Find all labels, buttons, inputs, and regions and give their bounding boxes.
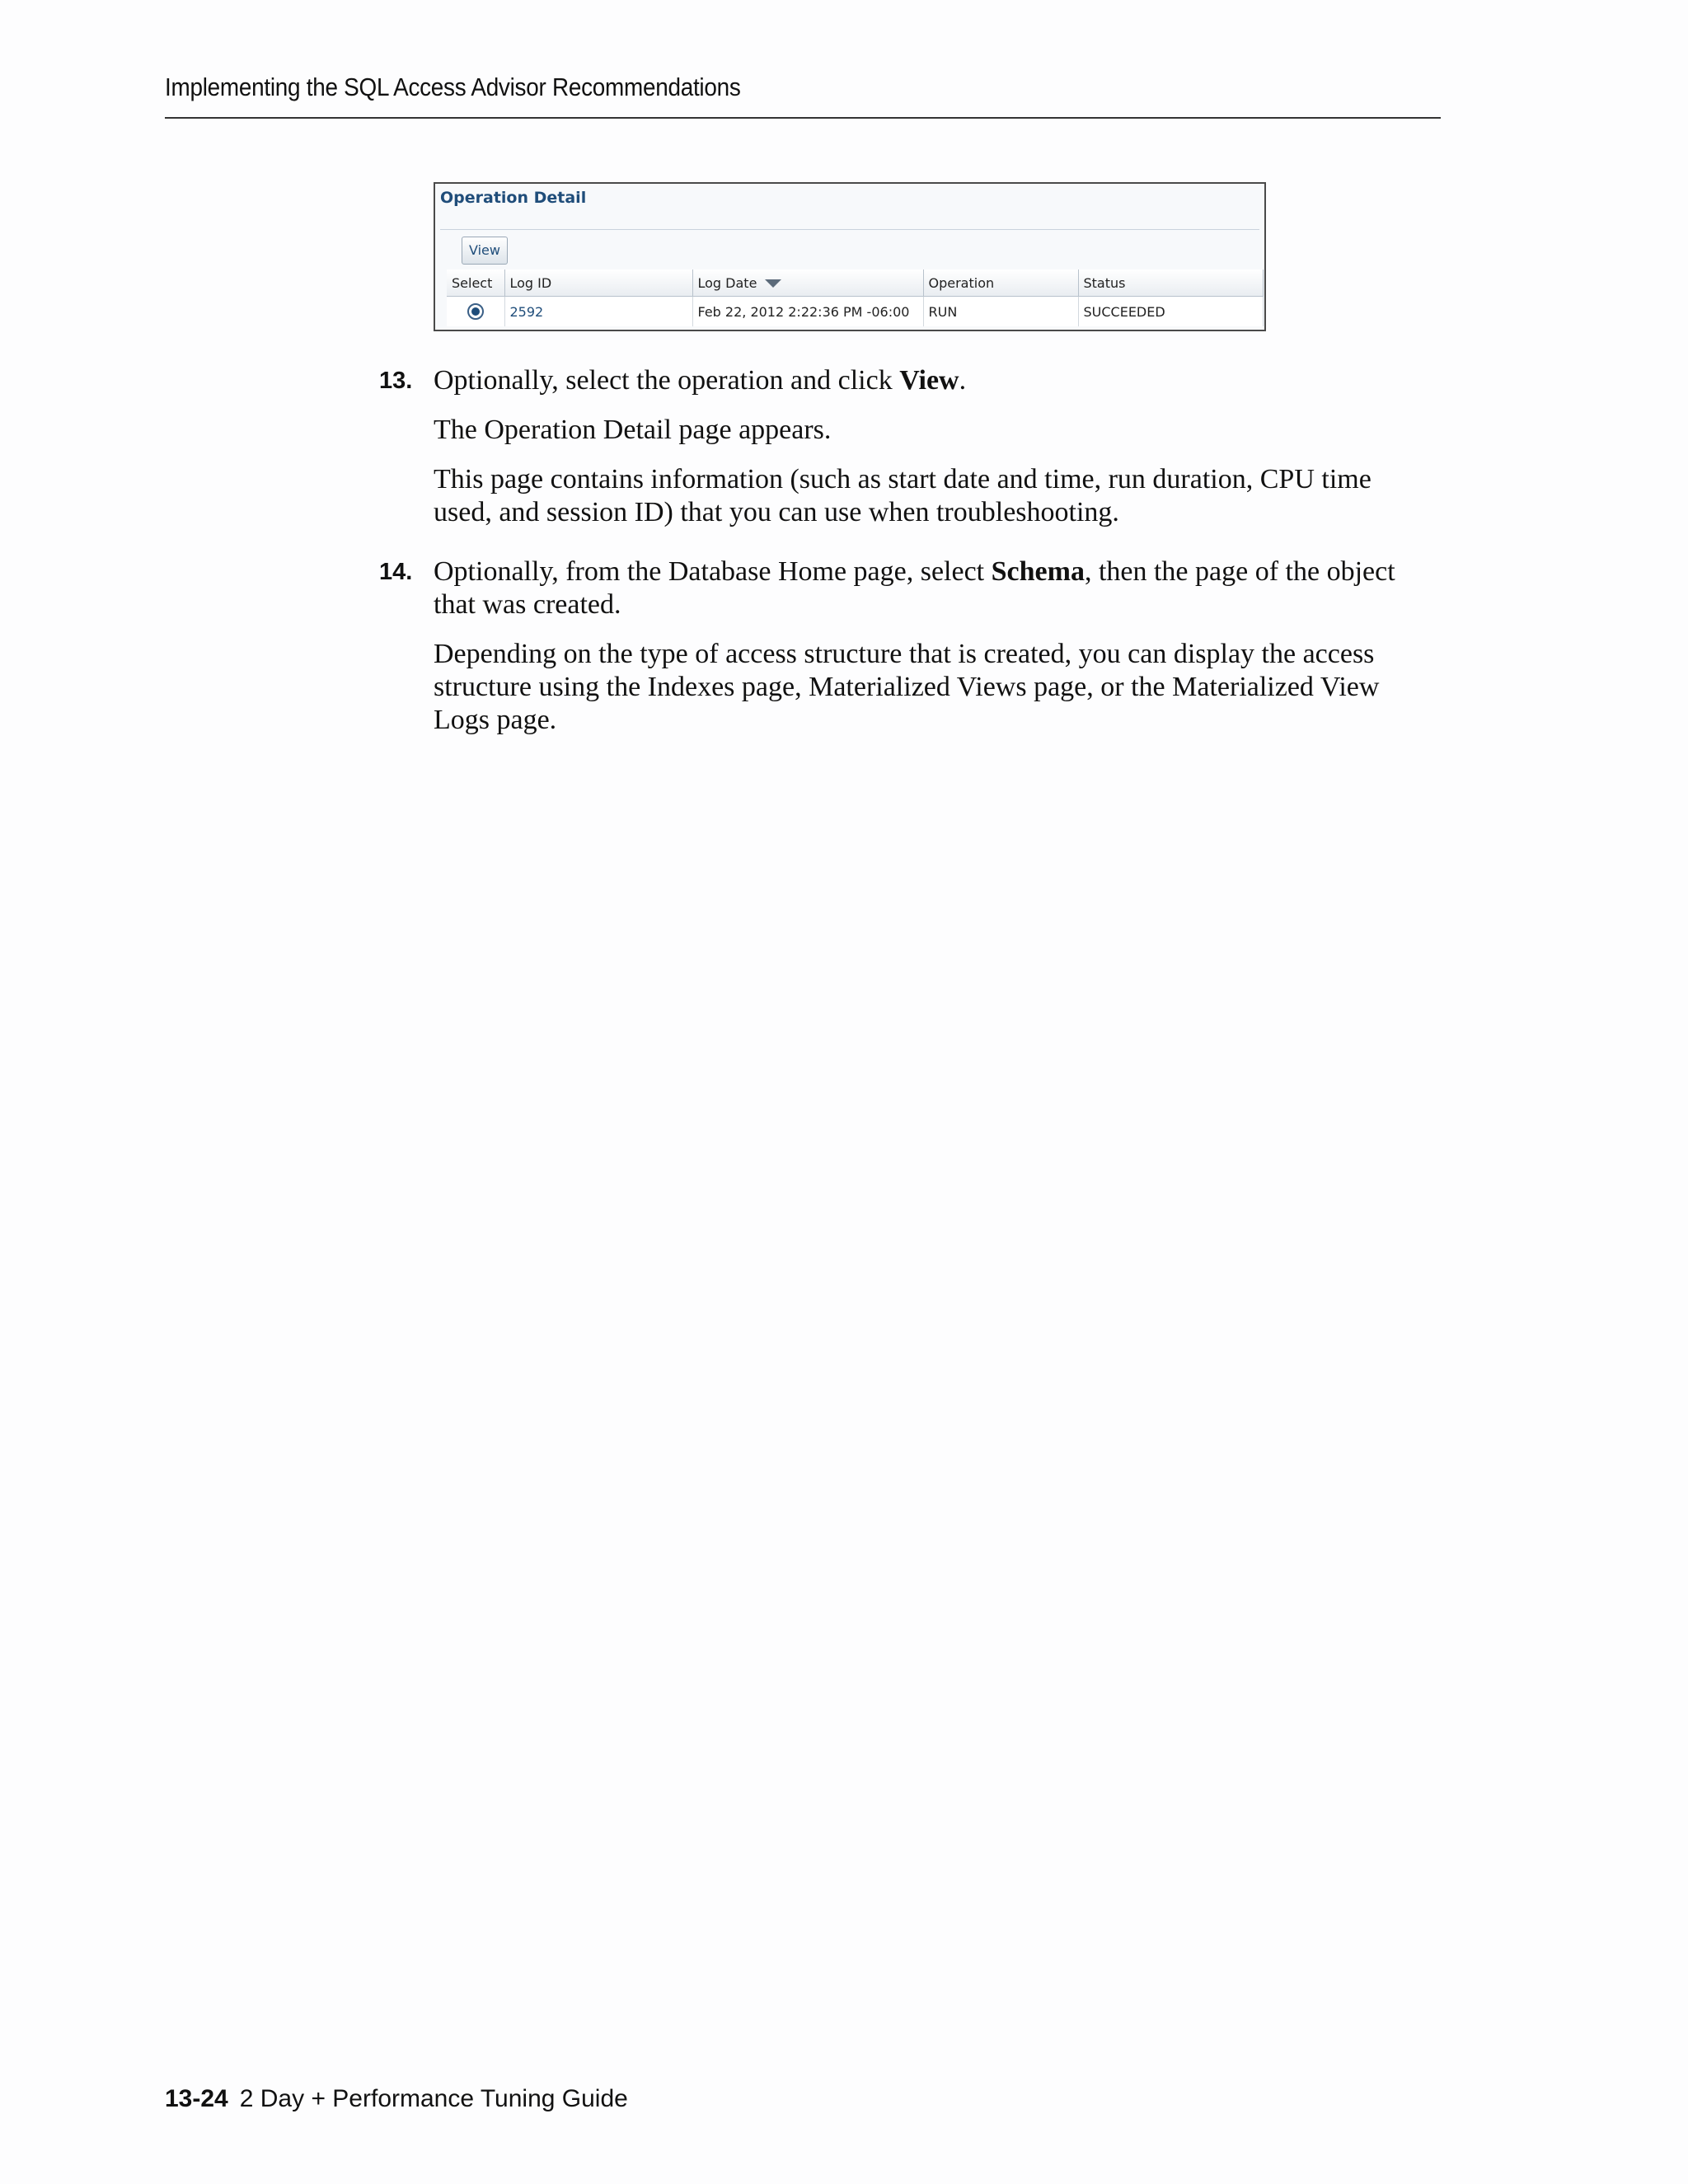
log-id-cell xyxy=(504,297,692,327)
column-header-log-date-label: Log Date xyxy=(697,274,757,291)
step-number-13: 13. xyxy=(379,368,413,394)
step-13-result: The Operation Detail page appears. xyxy=(434,415,832,445)
select-cell xyxy=(447,297,504,327)
table-row xyxy=(447,297,1263,327)
sort-descending-icon[interactable] xyxy=(765,279,781,288)
step-13-text-after: . xyxy=(959,365,967,396)
operation-cell: RUN xyxy=(923,297,1078,327)
header-rule xyxy=(165,117,1441,119)
column-header-select: Select xyxy=(447,269,504,297)
step-13-instruction xyxy=(434,364,1406,397)
step-number-14: 14. xyxy=(379,559,413,585)
operation-table xyxy=(447,269,1264,326)
page-number: 13-24 xyxy=(165,2085,228,2112)
step-13-detail: This page contains information (such as start date and time, run duration, CPU time used, and session ID) that you can use when troubleshooting. xyxy=(434,464,1372,527)
step-14-instruction xyxy=(434,555,1406,621)
step-13-text-before: Optionally, select the operation and click xyxy=(434,365,900,396)
column-header-status[interactable]: Status xyxy=(1078,269,1263,297)
status-cell: SUCCEEDED xyxy=(1078,297,1263,327)
title-divider xyxy=(440,229,1259,230)
book-title: 2 Day + Performance Tuning Guide xyxy=(239,2085,628,2112)
column-header-operation[interactable]: Operation xyxy=(923,269,1078,297)
table-header-row xyxy=(447,269,1263,297)
column-header-log-id[interactable]: Log ID xyxy=(504,269,692,297)
operation-detail-title: Operation Detail xyxy=(440,189,587,207)
page-footer xyxy=(165,2085,628,2113)
row-select-radio[interactable] xyxy=(467,303,484,320)
step-14-text-after: , then the page of the object that was created. xyxy=(434,556,1395,620)
log-date-cell: Feb 22, 2012 2:22:36 PM -06:00 xyxy=(692,297,923,327)
log-id-link[interactable]: 2592 xyxy=(509,303,544,320)
step-13-bold-term: View xyxy=(899,365,959,396)
column-header-log-date[interactable] xyxy=(692,269,923,297)
view-button[interactable]: View xyxy=(462,237,508,265)
running-header: Implementing the SQL Access Advisor Recommendations xyxy=(165,73,741,101)
step-14-text-before: Optionally, from the Database Home page, select xyxy=(434,556,992,587)
operation-detail-screenshot xyxy=(434,182,1266,331)
step-14-detail: Depending on the type of access structure that is created, you can display the access structure using the Indexes page, Materialized Views page, or the Materialized View Logs page. xyxy=(434,639,1380,735)
step-14-bold-term: Schema xyxy=(991,556,1085,587)
